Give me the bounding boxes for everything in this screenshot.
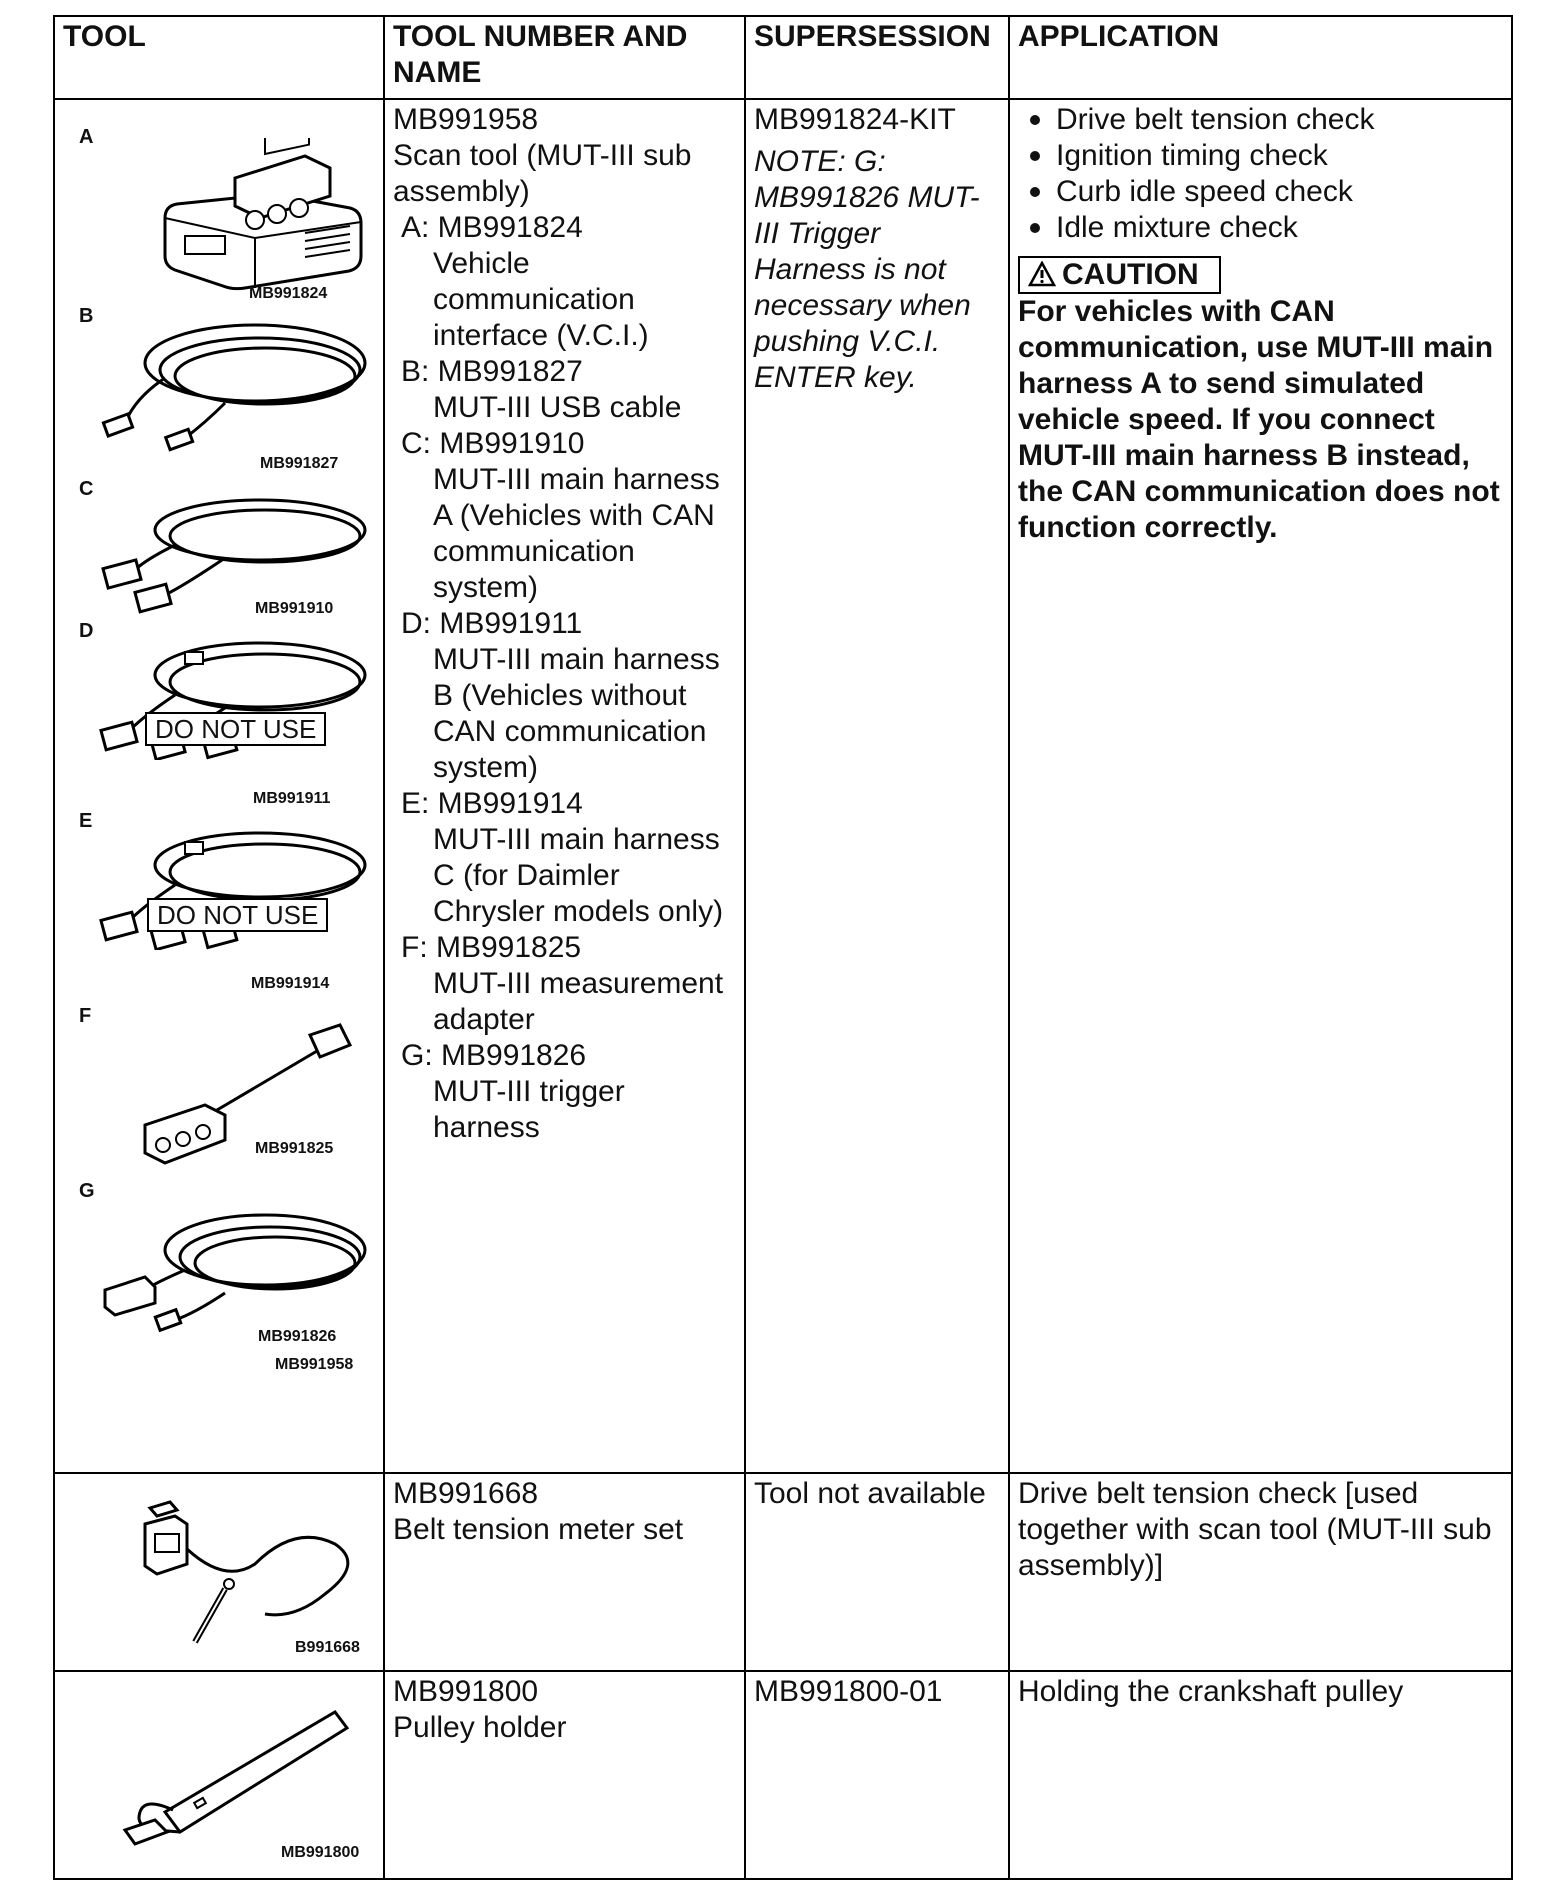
tool-code-label: B991668 xyxy=(295,1639,360,1656)
tool-code-label: MB991800 xyxy=(281,1844,360,1861)
sub-item-code: D: MB991911 xyxy=(401,607,583,640)
tool-code-label: MB991910 xyxy=(255,600,334,617)
tool-code-label: MB991824 xyxy=(249,285,328,302)
supersession-cell xyxy=(745,1671,1009,1879)
vci-unit-illustration xyxy=(105,138,385,298)
tool-name: Scan tool (MUT-III sub assembly) xyxy=(393,139,692,208)
do-not-use-stamp: DO NOT USE xyxy=(147,898,328,932)
trigger-harness-illustration xyxy=(75,1195,385,1340)
tool-letter: D xyxy=(79,620,94,642)
do-not-use-stamp: DO NOT USE xyxy=(145,712,326,746)
header-row xyxy=(54,16,1512,99)
application-text: Holding the crankshaft pulley xyxy=(1018,1675,1404,1708)
sub-item-code: G: MB991826 xyxy=(401,1039,587,1072)
tool-letter: F xyxy=(79,1005,92,1027)
tool-name: Belt tension meter set xyxy=(393,1513,684,1546)
caution-label: CAUTION xyxy=(1062,258,1199,291)
header-number-name: TOOL NUMBER AND NAME xyxy=(384,16,745,99)
table-row xyxy=(54,99,1512,1473)
header-supersession: SUPERSESSION xyxy=(745,16,1009,99)
tool-name: Pulley holder xyxy=(393,1711,567,1744)
tool-code-label: MB991827 xyxy=(260,455,339,472)
tool-set-code-label: MB991958 xyxy=(275,1356,354,1373)
sub-item-desc: MUT-III trigger harness xyxy=(433,1075,625,1144)
supersession-cell xyxy=(745,1473,1009,1671)
sub-item xyxy=(393,1038,736,1146)
supersession-cell xyxy=(745,99,1009,1473)
sub-item-code: E: MB991914 xyxy=(401,787,583,820)
sub-item xyxy=(393,930,736,1038)
supersession-value: MB991800-01 xyxy=(754,1675,943,1708)
application-item: Curb idle speed check xyxy=(1018,174,1503,210)
application-item: Idle mixture check xyxy=(1018,210,1503,246)
tool-number-name-cell xyxy=(384,1671,745,1879)
sub-item xyxy=(393,606,736,786)
application-list xyxy=(1018,102,1503,246)
sub-item-code: C: MB991910 xyxy=(401,427,585,460)
sub-item-desc: MUT-III main harness A (Vehicles with CAN communication system) xyxy=(433,463,720,604)
supersession-value: Tool not available xyxy=(754,1477,986,1510)
caution-text: For vehicles with CAN communication, use MUT-III main harness A to send simulated vehicle speed. If you connect MUT-III main harness B instead, the CAN communication does not function correctly. xyxy=(1018,295,1500,544)
sub-item-desc: MUT-III main harness B (Vehicles without CAN communication system) xyxy=(433,643,720,784)
sub-item-desc: Vehicle communication interface (V.C.I.) xyxy=(433,247,649,352)
tool-letter: G xyxy=(79,1180,95,1202)
tool-letter: B xyxy=(79,305,94,327)
sub-item-desc: MUT-III measurement adapter xyxy=(433,967,724,1036)
sub-item-code: B: MB991827 xyxy=(401,355,583,388)
application-cell xyxy=(1009,1671,1512,1879)
warning-triangle-icon xyxy=(1028,261,1056,287)
tool-illustration-cell xyxy=(54,1473,384,1671)
sub-item-code: A: MB991824 xyxy=(401,211,583,244)
tool-illustration-cell xyxy=(54,99,384,1473)
tool-letter: A xyxy=(79,126,94,148)
sub-item xyxy=(393,426,736,606)
tool-code-label: MB991914 xyxy=(251,975,330,992)
application-text: Drive belt tension check [used together with scan tool (MUT-III sub assembly)] xyxy=(1018,1477,1492,1582)
application-item: Drive belt tension check xyxy=(1018,102,1503,138)
supersession-note: NOTE: G: MB991826 MUT-III Trigger Harness is not necessary when pushing V.C.I. ENTER key. xyxy=(754,145,980,394)
tool-code-label: MB991911 xyxy=(253,790,331,807)
sub-item-code: F: MB991825 xyxy=(401,931,582,964)
tool-number-name-cell xyxy=(384,99,745,1473)
tool-letter: E xyxy=(79,810,93,832)
table-row xyxy=(54,1473,1512,1671)
sub-item xyxy=(393,354,736,426)
table-row xyxy=(54,1671,1512,1879)
caution-box xyxy=(1018,256,1221,294)
sub-item-desc: MUT-III main harness C (for Daimler Chrysler models only) xyxy=(433,823,724,928)
sub-item-desc: MUT-III USB cable xyxy=(433,391,682,424)
belt-tension-meter-illustration xyxy=(95,1494,385,1654)
application-cell xyxy=(1009,99,1512,1473)
tool-number: MB991800 xyxy=(393,1675,539,1708)
application-cell xyxy=(1009,1473,1512,1671)
tool-letter: C xyxy=(79,478,94,500)
measurement-adapter-illustration xyxy=(95,1015,385,1165)
tool-number-name-cell xyxy=(384,1473,745,1671)
sub-item xyxy=(393,210,736,354)
tool-code-label: MB991825 xyxy=(255,1140,334,1157)
pulley-holder-illustration xyxy=(85,1692,385,1857)
header-application: APPLICATION xyxy=(1009,16,1512,99)
application-item: Ignition timing check xyxy=(1018,138,1503,174)
tool-code-label: MB991826 xyxy=(258,1328,337,1345)
main-harness-a-illustration xyxy=(75,490,385,620)
special-tools-table xyxy=(53,15,1513,1880)
tool-number: MB991958 xyxy=(393,103,539,136)
usb-cable-illustration xyxy=(75,308,385,468)
sub-item xyxy=(393,786,736,930)
supersession-value: MB991824-KIT xyxy=(754,103,956,136)
header-tool: TOOL xyxy=(54,16,384,99)
tool-number: MB991668 xyxy=(393,1477,539,1510)
tool-illustration-cell xyxy=(54,1671,384,1879)
